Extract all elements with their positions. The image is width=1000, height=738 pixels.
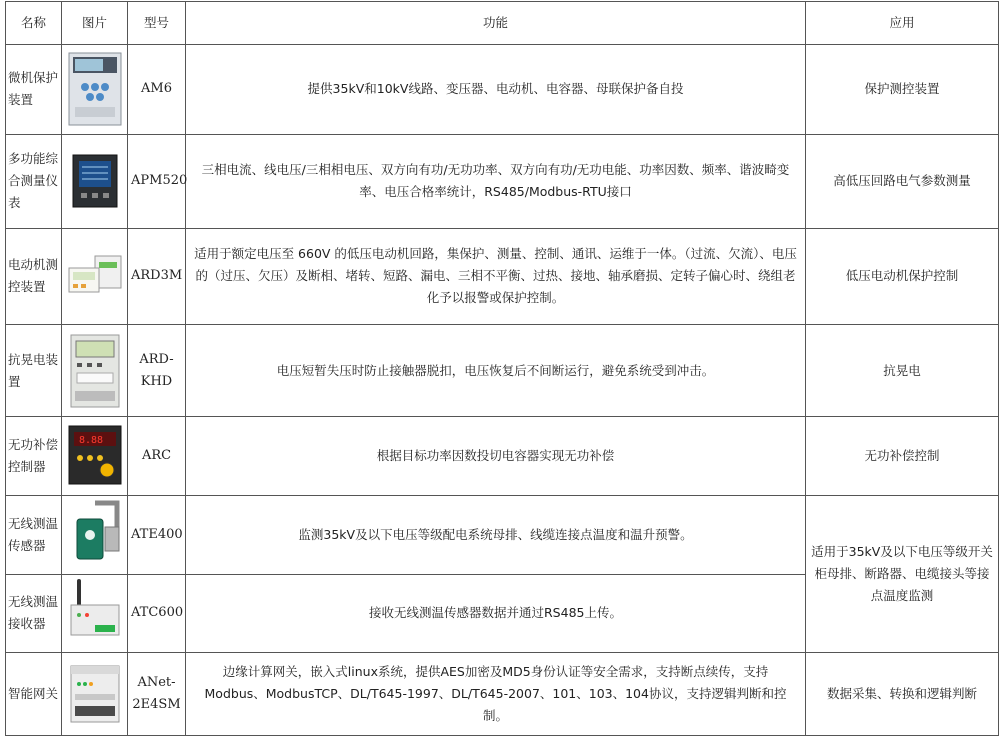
product-function: 监测35kV及以下电压等级配电系统母排、线缆连接点温度和温升预警。 — [186, 495, 806, 574]
product-application: 低压电动机保护控制 — [806, 228, 999, 325]
product-model: ATC600 — [128, 574, 186, 653]
product-function: 边缘计算网关，嵌入式linux系统，提供AES加密及MD5身份认证等安全需求，支持断点续传，支持Modbus、ModbusTCP、DL/T645-1997、DL/T645-2007、101、103、104协议，支持逻辑判断和控制。 — [186, 653, 806, 736]
product-application: 数据采集、转换和逻辑判断 — [806, 653, 999, 736]
product-name: 无功补偿控制器 — [6, 417, 62, 496]
product-function: 根据目标功率因数投切电容器实现无功补偿 — [186, 417, 806, 496]
motor-controller-icon — [65, 238, 125, 314]
wireless-temp-sensor-icon — [65, 497, 125, 573]
multifunction-meter-icon — [65, 143, 125, 219]
svg-text:8.88: 8.88 — [78, 435, 103, 447]
product-application: 高低压回路电气参数测量 — [806, 134, 999, 228]
product-application: 保护测控装置 — [806, 45, 999, 135]
product-model: ARD-KHD — [128, 325, 186, 417]
header-function: 功能 — [186, 2, 806, 45]
wireless-receiver-icon — [65, 575, 125, 651]
smart-gateway-icon — [65, 656, 125, 732]
table-row — [6, 228, 999, 325]
product-spec-table — [5, 1, 999, 736]
product-name: 电动机测控装置 — [6, 228, 62, 325]
product-function: 提供35kV和10kV线路、变压器、电动机、电容器、母联保护备自投 — [186, 45, 806, 135]
product-model: ARC — [128, 417, 186, 496]
table-row — [6, 134, 999, 228]
product-model: ANet-2E4SM — [128, 653, 186, 736]
table-row — [6, 653, 999, 736]
table-row — [6, 417, 999, 496]
anti-sag-device-icon — [65, 333, 125, 409]
product-name: 智能网关 — [6, 653, 62, 736]
product-function: 三相电流、线电压/三相相电压、双方向有功/无功功率、双方向有功/无功电能、功率因数、频率、谐波畸变率、电压合格率统计，RS485/Modbus-RTU接口 — [186, 134, 806, 228]
table-header-row — [6, 2, 999, 45]
product-name: 微机保护装置 — [6, 45, 62, 135]
header-image: 图片 — [62, 2, 128, 45]
reactive-compensation-controller-icon — [65, 418, 125, 494]
product-name: 多功能综合测量仪表 — [6, 134, 62, 228]
product-name: 无线测温传感器 — [6, 495, 62, 574]
header-model: 型号 — [128, 2, 186, 45]
product-function: 接收无线测温传感器数据并通过RS485上传。 — [186, 574, 806, 653]
table-row — [6, 495, 999, 574]
product-function: 电压短暂失压时防止接触器脱扣，电压恢复后不间断运行，避免系统受到冲击。 — [186, 325, 806, 417]
product-model: ATE400 — [128, 495, 186, 574]
product-application: 抗晃电 — [806, 325, 999, 417]
product-name: 无线测温接收器 — [6, 574, 62, 653]
product-name: 抗晃电装置 — [6, 325, 62, 417]
table-row — [6, 45, 999, 135]
header-application: 应用 — [806, 2, 999, 45]
product-application: 无功补偿控制 — [806, 417, 999, 496]
product-function: 适用于额定电压至 660V 的低压电动机回路，集保护、测量、控制、通讯、运维于一体。（过流、欠流）、电压的（过压、欠压）及断相、堵转、短路、漏电、三相不平衡、过热、接地、轴承磨损、定转子偏心时、绕组老化予以报警或保护控制。 — [186, 228, 806, 325]
product-model: ARD3M — [128, 228, 186, 325]
product-model: APM520 — [128, 134, 186, 228]
protection-device-icon — [65, 51, 125, 127]
header-name: 名称 — [6, 2, 62, 45]
product-model: AM6 — [128, 45, 186, 135]
product-application: 适用于35kV及以下电压等级开关柜母排、断路器、电缆接头等接点温度监测 — [806, 495, 999, 652]
table-row — [6, 325, 999, 417]
